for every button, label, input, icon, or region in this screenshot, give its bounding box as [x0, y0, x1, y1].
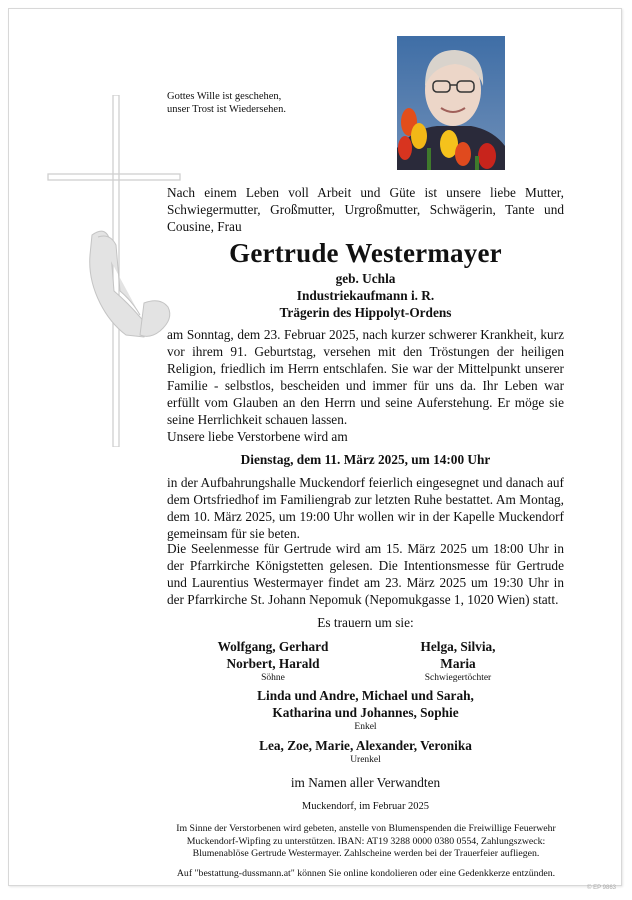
- death-paragraph: am Sonntag, dem 23. Februar 2025, nach kurzer schwerer Krankheit, kurz vor ihrem 91. Geburtstag, versehen mit den Tröstungen der heiligen Religion, friedlich im Herrn entschlafen. Sie war der Mittelpunkt unserer Familie - selbstlos, bescheiden und immer für uns da. Ihr Leben war erfüllt vom Glauben an den Herrn und seine Auferstehung. Er möge sie seine Herrlichkeit schauen lassen.: [167, 327, 564, 427]
- deceased-block: [167, 237, 564, 321]
- great-grandchildren-role: Urenkel: [350, 755, 381, 765]
- sons-line-1: Wolfgang, Gerhard: [217, 639, 329, 654]
- birth-name: geb. Uchla: [335, 271, 396, 286]
- funeral-date: Dienstag, dem 11. März 2025, um 14:00 Uhr: [240, 452, 491, 467]
- deceased-name: Gertrude Westermayer: [229, 238, 502, 268]
- mourners-great-grandchildren: [167, 737, 564, 766]
- grandchildren-line-2: Katharina und Johannes, Sophie: [272, 705, 459, 720]
- sons-line-2: Norbert, Harald: [226, 656, 320, 671]
- cross-with-praying-hands-icon: [40, 95, 185, 447]
- mourners-sons: [198, 638, 348, 684]
- funeral-paragraph: in der Aufbahrungshalle Muckendorf feierlich eingesegnet und danach auf dem Ortsfriedhof im Familiengrab zur letzten Ruhe bestattet. Am Montag, dem 10. März 2025, um 19:00 Uhr wollen wir in der Kapelle Muckendorf gemeinsam für sie beten.: [167, 475, 564, 541]
- online-note: Auf "bestattung-dussmann.at" können Sie online kondolieren oder eine Gedenkkerze entzünden.: [176, 868, 556, 879]
- motto-line-1: Gottes Wille ist geschehen,: [167, 91, 282, 102]
- portrait-photo: [397, 36, 505, 170]
- daughters-in-law-line-1: Helga, Silvia,: [420, 639, 496, 654]
- relatives-line: im Namen aller Verwandten: [290, 775, 441, 790]
- mourners-daughters-in-law: [398, 638, 518, 684]
- place-date: Muckendorf, im Februar 2025: [301, 801, 430, 812]
- donation-note: Im Sinne der Verstorbenen wird gebeten, anstelle von Blumenspenden die Freiwillige Feuerwehr Muckendorf-Wipfing zu unterstützen. IBAN: AT19 3288 0000 0380 0554, Zahlungszweck: Blumenablöse Gertrude Westermayer. Zahlscheine werden bei der Trauerfeier aufliegen.: [176, 823, 556, 859]
- great-grandchildren-line-1: Lea, Zoe, Marie, Alexander, Veronika: [259, 738, 472, 753]
- mourners-grandchildren: [167, 687, 564, 733]
- grandchildren-role: Enkel: [354, 722, 377, 732]
- profession: Industriekaufmann i. R.: [296, 288, 435, 303]
- mass-paragraph: Die Seelenmesse für Gertrude wird am 15. März 2025 um 18:00 Uhr in der Pfarrkirche Königstetten gelesen. Die Intentionsmesse für Gertrude und Laurentius Westermayer findet am 23. März 2025 um 19:30 Uhr in der Pfarrkirche St. Johann Nepomuk (Nepomukgasse 1, 1020 Wien) statt.: [167, 541, 564, 607]
- print-code: © EP 9863: [587, 885, 616, 891]
- sons-role: Söhne: [261, 673, 285, 683]
- funeral-intro: Unsere liebe Verstorbene wird am: [167, 429, 348, 444]
- motto-line-2: unser Trost ist Wiedersehen.: [167, 104, 286, 115]
- mourners-intro: Es trauern um sie:: [317, 615, 414, 630]
- daughters-in-law-line-2: Maria: [440, 656, 476, 671]
- daughters-in-law-role: Schwiegertöchter: [424, 673, 492, 683]
- honor: Trägerin des Hippolyt-Ordens: [279, 305, 452, 320]
- intro-paragraph: Nach einem Leben voll Arbeit und Güte ist unsere liebe Mutter, Schwiegermutter, Großmutter, Urgroßmutter, Schwägerin, Tante und Cousine, Frau: [167, 185, 564, 234]
- grandchildren-line-1: Linda und Andre, Michael und Sarah,: [257, 688, 474, 703]
